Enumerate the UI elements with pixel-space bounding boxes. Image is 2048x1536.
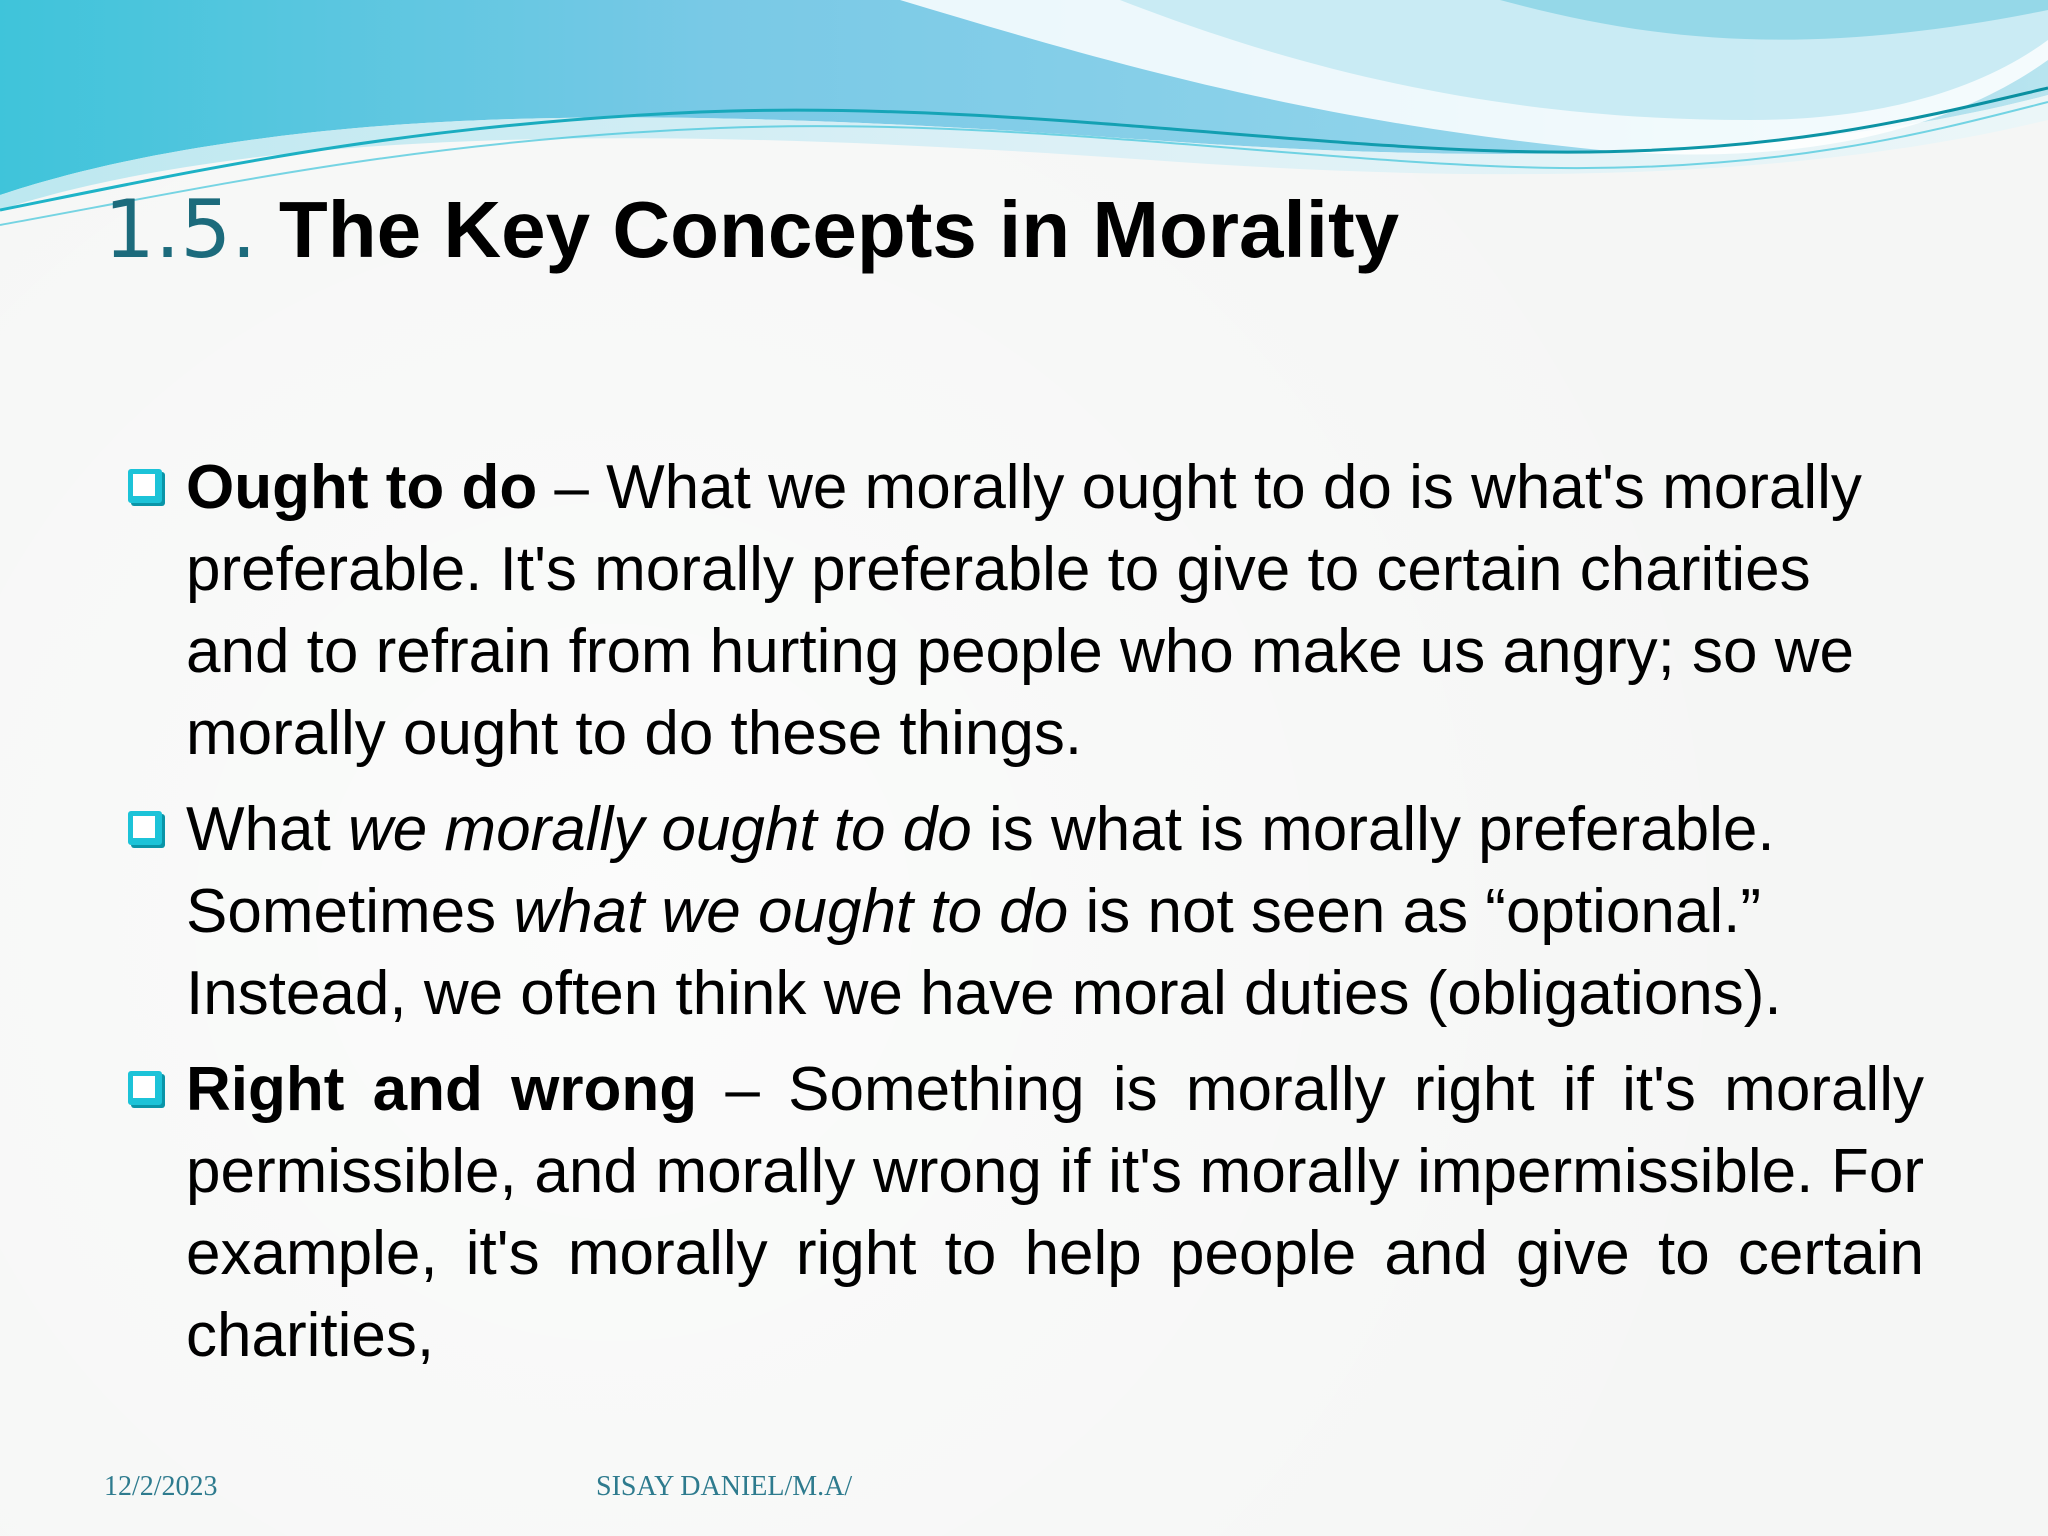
checkbox-bullet-icon — [128, 1071, 162, 1105]
bullet-right-and-wrong — [128, 1049, 1924, 1377]
bullet-italic-phrase: we morally ought to do — [347, 795, 972, 864]
bullet-text: – What we morally ought to do is what's morally preferable. It's morally preferable to give to certain charities and to refrain from hurting people who make us angry; so we morally ought to do these things. — [186, 453, 1862, 768]
bullet-italic-phrase: what we ought to do — [513, 877, 1069, 946]
bullet-term: Right and wrong — [186, 1055, 698, 1124]
bullet-text-part: is what is morally preferable. Sometimes — [186, 795, 1775, 946]
slide-content — [128, 447, 1924, 1391]
bullet-text-part: is not seen as “optional.” Instead, we often think we have moral duties (obligations). — [186, 877, 1782, 1028]
title-text: The Key Concepts in Morality — [278, 185, 1400, 274]
checkbox-bullet-icon — [128, 469, 162, 503]
bullet-morally-preferable — [128, 789, 1924, 1035]
bullet-text: – Something is morally right if it's morally permissible, and morally wrong if it's morally impermissible. For example, it's morally right to help people and give to certain charities, — [186, 1055, 1924, 1370]
checkbox-bullet-icon — [128, 811, 162, 845]
footer-author: SISAY DANIEL/M.A/ — [596, 1471, 853, 1502]
footer-date: 12/2/2023 — [104, 1471, 218, 1502]
section-number: 1.5. — [104, 183, 257, 276]
bullet-text-part: What — [186, 795, 348, 864]
bullet-term: Ought to do — [186, 453, 538, 522]
bullet-ought-to-do — [128, 447, 1924, 775]
slide-title — [104, 182, 1399, 278]
